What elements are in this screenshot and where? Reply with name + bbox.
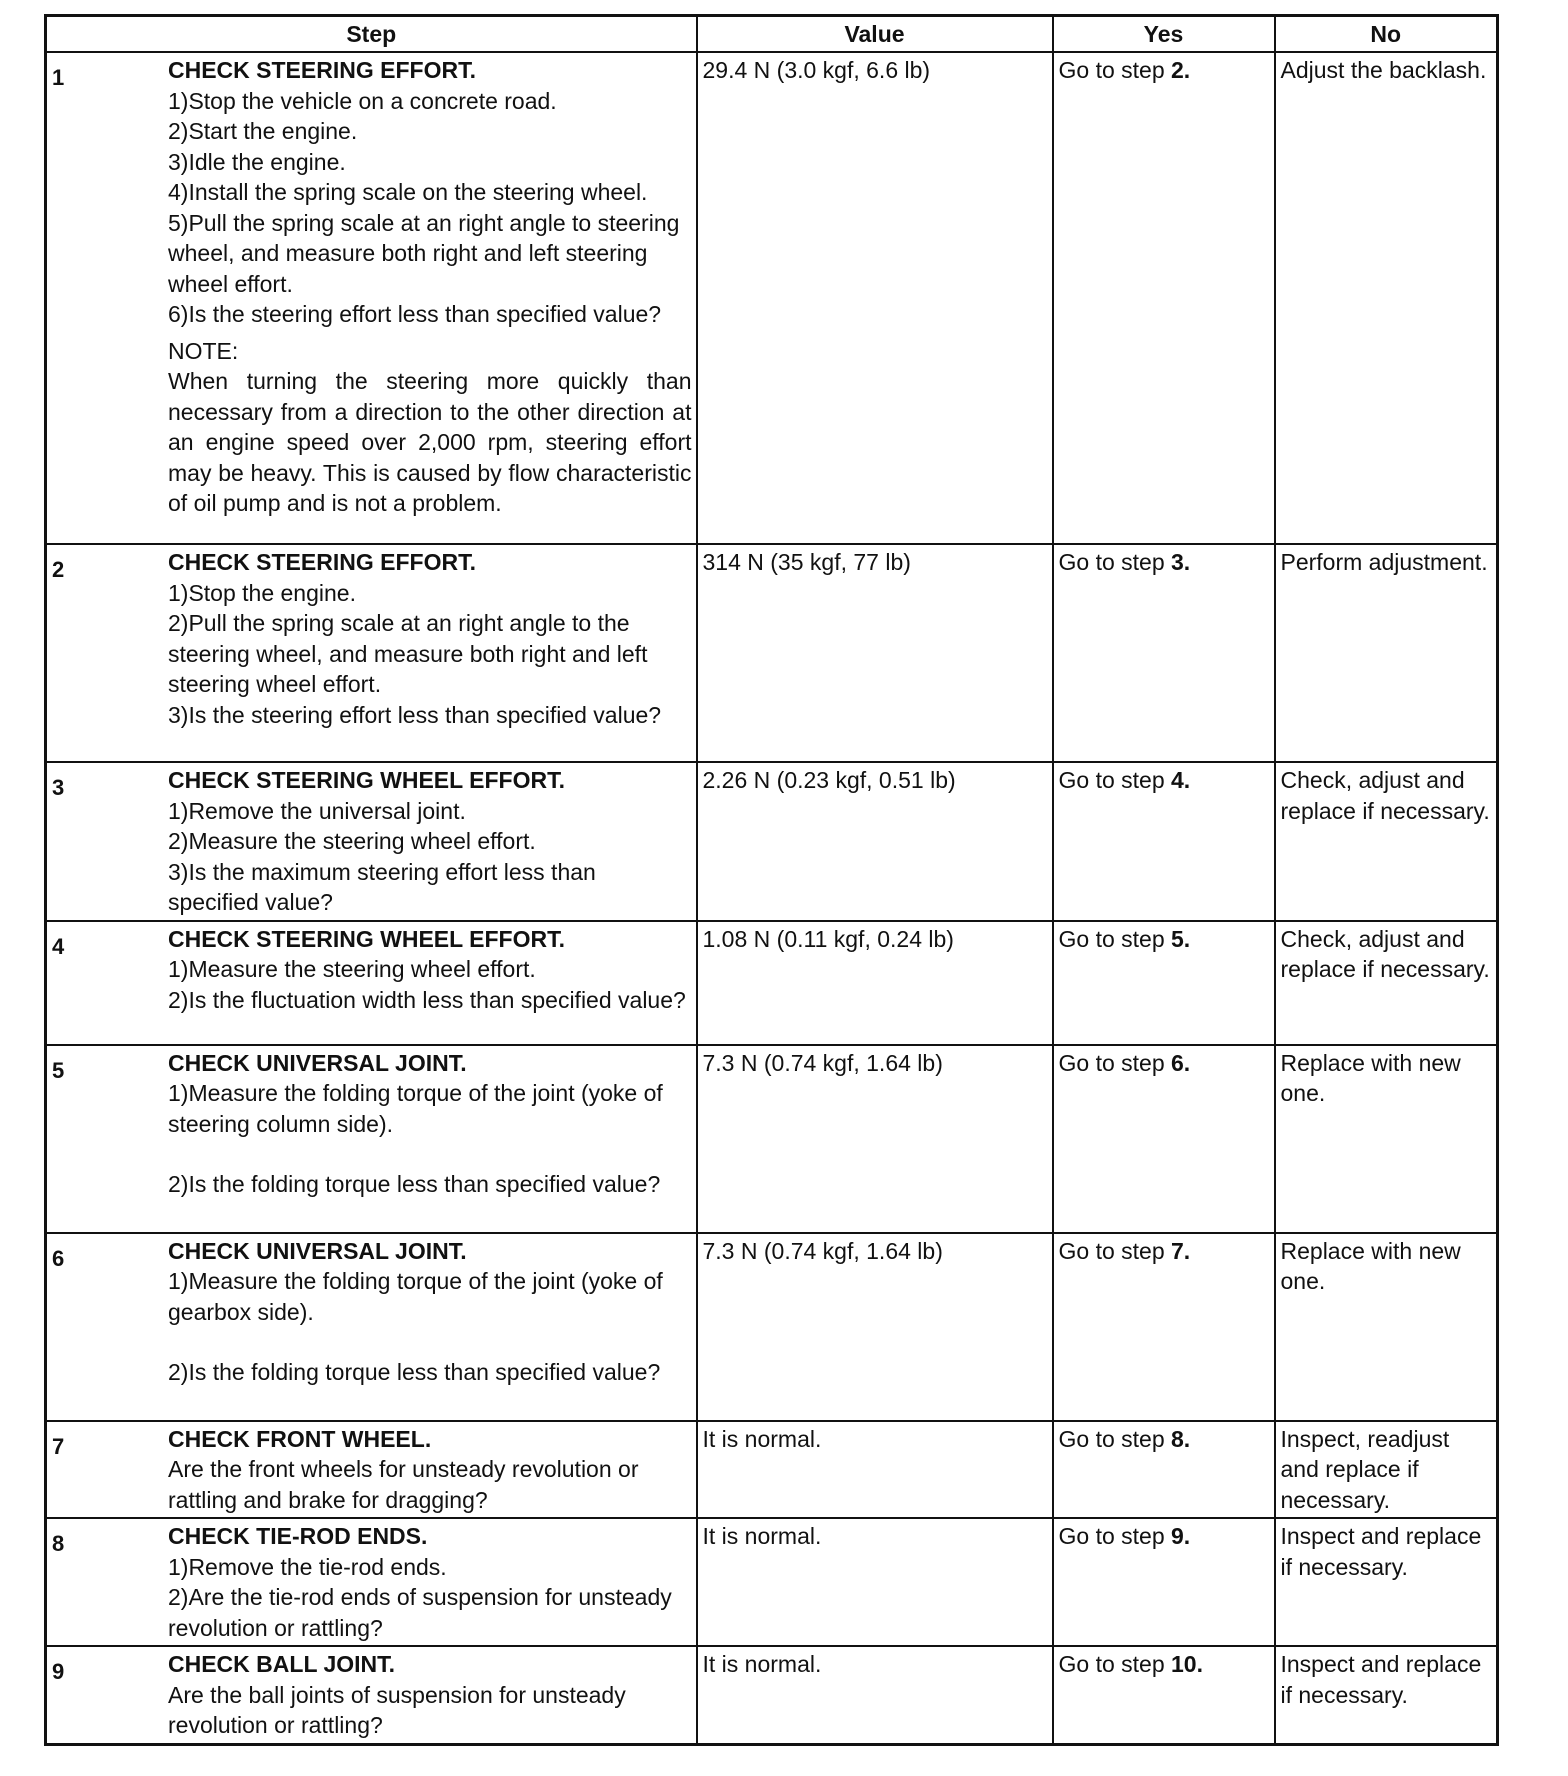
no-cell: Adjust the backlash. xyxy=(1275,52,1498,544)
yes-text: Go to step xyxy=(1058,1523,1172,1549)
table-row xyxy=(46,1233,1498,1421)
note-block xyxy=(168,336,692,519)
step-cell xyxy=(46,1421,697,1519)
step-body xyxy=(168,763,696,920)
step-body xyxy=(168,1519,696,1645)
step-instruction: 1)Remove the tie-rod ends. xyxy=(168,1553,447,1580)
table-row xyxy=(46,1421,1498,1519)
yes-cell xyxy=(1053,1421,1275,1519)
step-instruction: 2)Is the folding torque less than specified value? xyxy=(168,1359,661,1385)
step-instruction: Are the front wheels for unsteady revolution or rattling and brake for dragging? xyxy=(168,1456,639,1513)
yes-text: Go to step xyxy=(1058,925,1172,952)
yes-cell xyxy=(1053,1646,1275,1744)
step-body xyxy=(168,1234,696,1390)
step-number: 7 xyxy=(52,1433,65,1459)
yes-step-number: 8. xyxy=(1171,1425,1191,1452)
step-title: CHECK STEERING WHEEL EFFORT. xyxy=(168,767,565,793)
step-body xyxy=(168,53,696,521)
value-cell: 7.3 N (0.74 kgf, 1.64 lb) xyxy=(697,1045,1053,1233)
step-instruction: 2)Is the folding torque less than specified value? xyxy=(168,1171,661,1197)
step-title: CHECK STEERING EFFORT. xyxy=(168,57,476,83)
no-cell: Replace with new one. xyxy=(1275,1045,1498,1233)
step-title: CHECK BALL JOINT. xyxy=(168,1651,396,1677)
step-number: 4 xyxy=(52,933,65,959)
value-cell: It is normal. xyxy=(697,1646,1053,1744)
step-cell xyxy=(46,1518,697,1646)
step-instruction: 3)Is the steering effort less than specified value? xyxy=(168,701,662,728)
step-body xyxy=(168,545,696,732)
step-instruction: 6)Is the steering effort less than specified value? xyxy=(168,301,662,327)
table-row xyxy=(46,1518,1498,1646)
yes-cell xyxy=(1053,1045,1275,1233)
step-title: CHECK UNIVERSAL JOINT. xyxy=(168,1237,467,1264)
yes-step-number: 9. xyxy=(1171,1523,1191,1549)
step-body xyxy=(168,1647,696,1743)
yes-cell xyxy=(1053,921,1275,1045)
no-cell: Check, adjust and replace if necessary. xyxy=(1275,762,1498,921)
header-step: Step xyxy=(46,16,697,53)
yes-step-number: 4. xyxy=(1171,767,1191,793)
step-instruction: 1)Stop the engine. xyxy=(168,579,356,606)
table-row xyxy=(46,544,1498,762)
step-number: 8 xyxy=(52,1531,65,1556)
value-cell: 1.08 N (0.11 kgf, 0.24 lb) xyxy=(697,921,1053,1045)
no-cell: Replace with new one. xyxy=(1275,1233,1498,1421)
step-instruction: 2)Pull the spring scale at an right angle to the steering wheel, and measure both right and left steering wheel effort. xyxy=(168,610,648,697)
table-row xyxy=(46,1045,1498,1233)
step-body xyxy=(168,922,696,1018)
step-instruction: 1)Stop the vehicle on a concrete road. xyxy=(168,87,557,114)
step-instruction: 1)Measure the folding torque of the joint (yoke of steering column side). xyxy=(168,1080,663,1137)
header-no: No xyxy=(1275,16,1498,53)
step-number: 3 xyxy=(52,775,65,800)
yes-cell xyxy=(1053,52,1275,544)
yes-cell xyxy=(1053,544,1275,762)
step-instruction: 4)Install the spring scale on the steering wheel. xyxy=(168,179,648,205)
step-body xyxy=(168,1422,696,1518)
value-cell: 7.3 N (0.74 kgf, 1.64 lb) xyxy=(697,1233,1053,1421)
no-cell: Inspect, readjust and replace if necessary. xyxy=(1275,1421,1498,1519)
step-instruction: 2)Are the tie-rod ends of suspension for unsteady revolution or rattling? xyxy=(168,1584,672,1641)
step-instruction: 1)Remove the universal joint. xyxy=(168,797,466,824)
step-number: 1 xyxy=(52,65,65,90)
step-cell xyxy=(46,544,697,762)
value-cell: 29.4 N (3.0 kgf, 6.6 lb) xyxy=(697,52,1053,544)
yes-text: Go to step xyxy=(1058,1651,1172,1677)
yes-step-number: 10. xyxy=(1171,1651,1203,1677)
step-instruction: Are the ball joints of suspension for unsteady revolution or rattling? xyxy=(168,1681,626,1738)
step-instruction: 1)Measure the steering wheel effort. xyxy=(168,956,536,982)
header-row xyxy=(46,16,1498,53)
table-row xyxy=(46,921,1498,1045)
no-cell: Inspect and replace if necessary. xyxy=(1275,1646,1498,1744)
value-cell: 314 N (35 kgf, 77 lb) xyxy=(697,544,1053,762)
table-row xyxy=(46,52,1498,544)
header-yes: Yes xyxy=(1053,16,1275,53)
header-value: Value xyxy=(697,16,1053,53)
yes-text: Go to step xyxy=(1058,1425,1172,1452)
yes-text: Go to step xyxy=(1058,549,1172,575)
yes-text: Go to step xyxy=(1058,1237,1172,1264)
step-title: CHECK FRONT WHEEL. xyxy=(168,1425,432,1452)
step-instruction: 3)Is the maximum steering effort less than specified value? xyxy=(168,858,596,915)
table-body xyxy=(46,52,1498,1744)
no-cell: Inspect and replace if necessary. xyxy=(1275,1518,1498,1646)
step-number: 2 xyxy=(52,557,65,582)
step-cell xyxy=(46,52,697,544)
step-body xyxy=(168,1046,696,1202)
step-cell xyxy=(46,1646,697,1744)
step-number: 9 xyxy=(52,1659,65,1684)
step-cell xyxy=(46,762,697,921)
diagnostic-table xyxy=(44,14,1499,1746)
step-instruction: 2)Start the engine. xyxy=(168,118,358,144)
yes-cell xyxy=(1053,1518,1275,1646)
note-label: NOTE: xyxy=(168,337,239,364)
value-cell: 2.26 N (0.23 kgf, 0.51 lb) xyxy=(697,762,1053,921)
yes-text: Go to step xyxy=(1058,57,1172,83)
yes-step-number: 5. xyxy=(1171,925,1191,952)
step-spacer xyxy=(168,1139,692,1169)
yes-cell xyxy=(1053,1233,1275,1421)
value-cell: It is normal. xyxy=(697,1421,1053,1519)
yes-text: Go to step xyxy=(1058,1049,1172,1076)
step-cell xyxy=(46,921,697,1045)
step-cell xyxy=(46,1045,697,1233)
step-title: CHECK STEERING EFFORT. xyxy=(168,549,476,575)
step-title: CHECK STEERING WHEEL EFFORT. xyxy=(168,925,565,952)
no-cell: Perform adjustment. xyxy=(1275,544,1498,762)
value-cell: It is normal. xyxy=(697,1518,1053,1646)
step-instruction: 5)Pull the spring scale at an right angle to steering wheel, and measure both right and left steering wheel effort. xyxy=(168,209,680,297)
step-instruction: 3)Idle the engine. xyxy=(168,148,346,175)
table-row xyxy=(46,762,1498,921)
step-cell xyxy=(46,1233,697,1421)
step-number: 6 xyxy=(52,1245,65,1271)
yes-text: Go to step xyxy=(1058,767,1172,793)
step-title: CHECK UNIVERSAL JOINT. xyxy=(168,1049,467,1076)
step-number: 5 xyxy=(52,1057,65,1083)
yes-step-number: 2. xyxy=(1171,57,1191,83)
step-instruction: 1)Measure the folding torque of the joint (yoke of gearbox side). xyxy=(168,1268,663,1325)
yes-step-number: 7. xyxy=(1171,1237,1191,1264)
step-instruction: 2)Measure the steering wheel effort. xyxy=(168,828,536,854)
no-cell: Check, adjust and replace if necessary. xyxy=(1275,921,1498,1045)
yes-step-number: 6. xyxy=(1171,1049,1191,1076)
table-row xyxy=(46,1646,1498,1744)
note-text: When turning the steering more quickly than necessary from a direction to the other direction at an engine speed over 2,000 rpm, steering effort may be heavy. This is caused by flow characteristic of oil pump and is not a problem. xyxy=(168,368,692,516)
yes-step-number: 3. xyxy=(1171,549,1191,575)
yes-cell xyxy=(1053,762,1275,921)
step-instruction: 2)Is the fluctuation width less than specified value? xyxy=(168,986,686,1013)
step-title: CHECK TIE-ROD ENDS. xyxy=(168,1523,428,1549)
step-spacer xyxy=(168,1327,692,1357)
